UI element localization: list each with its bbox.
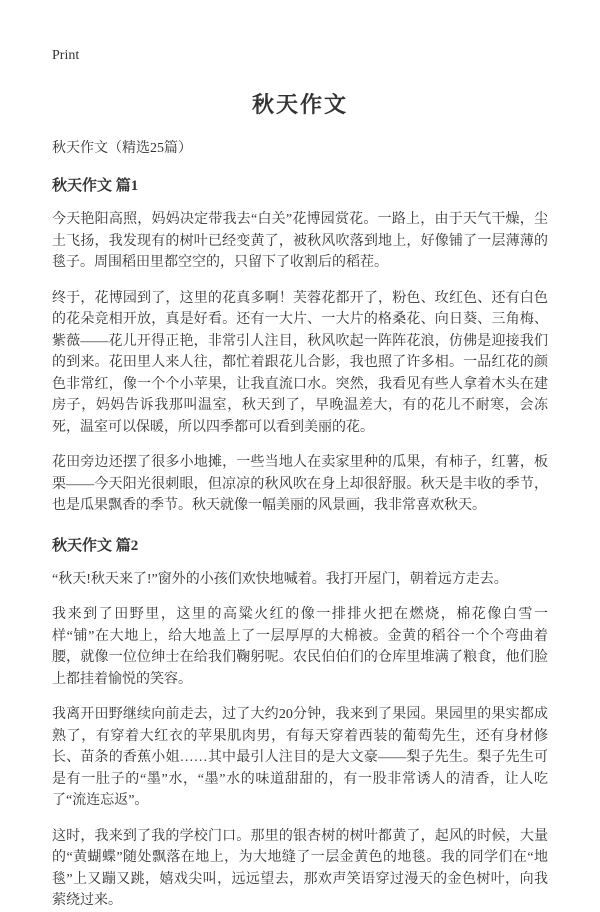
essay-paragraph: 这时，我来到了我的学校门口。那里的银杏树的树叶都黄了，起风的时候，大量的“黄蝴蝶”随处飘落在地上，为大地缝了一层金黄色的地毯。我的同学们在“地毯”上又蹦又跳，嬉戏尖叫，远远望去，那欢声笑语穿过漫天的金色树叶，向我萦绕过来。 bbox=[52, 828, 548, 908]
essay-paragraph: 终于，花博园到了，这里的花真多啊！芙蓉花都开了，粉色、玫红色、还有白色的花朵竞相开放，真是好看。还有一大片、一大片的格桑花、向日葵、三角梅、紫薇——花儿开得正艳，非常引人注目，秋风吹起一阵阵花浪，仿佛是迎接我们的到来。花田里人来人往，都忙着跟花儿合影，我也照了许多相。一品红花的颜色非常红，像一个个小苹果，让我直流口水。突然，我看见有些人拿着木头在建房子，妈妈告诉我那叫温室，秋天到了，早晚温差大，有的花儿不耐寒，会冻死，温室可以保暖，所以四季都可以看到美丽的花。 bbox=[52, 290, 548, 435]
section-heading-2: 秋天作文 篇2 bbox=[52, 537, 139, 554]
essay-paragraph: 花田旁边还摆了很多小地摊，一些当地人在卖家里种的瓜果，有柿子，红薯，板栗——今天阳光很刺眼，但凉凉的秋风吹在身上却很舒服。秋天是丰收的季节，也是瓜果飘香的季节。秋天就像一幅美丽的风景画，我非常喜欢秋天。 bbox=[52, 455, 548, 513]
essay-paragraph: 我来到了田野里，这里的高粱火红的像一排排火把在燃烧，棉花像白雪一样“铺”在大地上，给大地盖上了一层厚厚的大棉被。金黄的稻谷一个个弯曲着腰，就像一位位绅士在给我们鞠躬呢。农民伯伯们的仓库里堆满了粮食，他们脸上都挂着愉悦的笑容。 bbox=[52, 607, 548, 687]
essay-paragraph: 我离开田野继续向前走去，过了大约20分钟，我来到了果园。果园里的果实都成熟了，有穿着大红衣的苹果肌肉男，有每天穿着西装的葡萄先生，还有身材修长、苗条的香蕉小姐……其中最引人注目的是大文豪——梨子先生。梨子先生可是有一肚子的“墨”水，“墨”水的味道甜甜的，有一股非常诱人的清香，让人吃了“流连忘返”。 bbox=[52, 707, 548, 808]
essay-paragraph: “秋天!秋天来了!”窗外的小孩们欢快地喊着。我打开屋门，朝着远方走去。 bbox=[52, 571, 508, 587]
essay-paragraph: 今天艳阳高照，妈妈决定带我去“白关”花博园赏花。一路上，由于天气干燥，尘土飞扬，我发现有的树叶已经变黄了，被秋风吹落到地上，好像铺了一层薄薄的毯子。周围稻田里都空空的，只留下了收割后的稻茬。 bbox=[52, 212, 548, 270]
doc-subtitle: 秋天作文（精选25篇） bbox=[52, 141, 192, 156]
section-heading-1: 秋天作文 篇1 bbox=[52, 178, 139, 194]
print-button[interactable]: Print bbox=[52, 48, 80, 63]
page-title: 秋天作文 bbox=[251, 92, 348, 117]
